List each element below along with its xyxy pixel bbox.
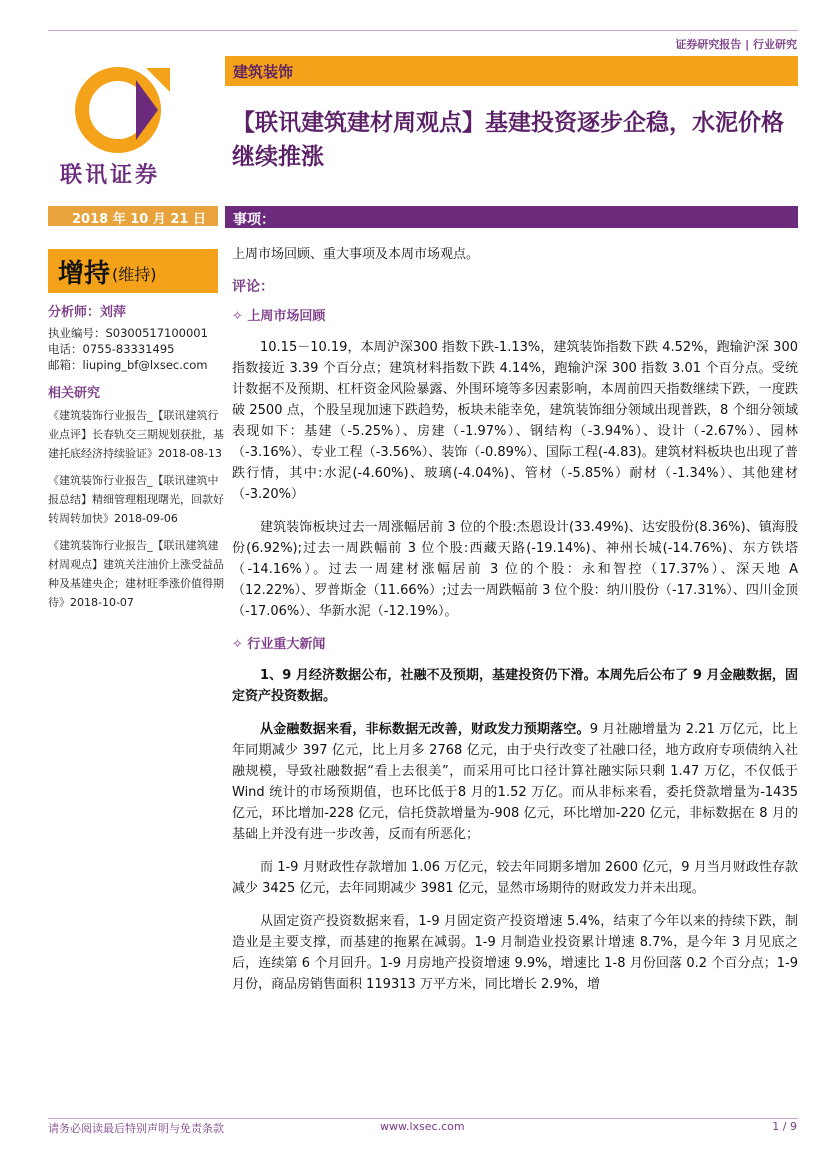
analyst-phone: 电话：0755-83331495 [48, 342, 175, 356]
paragraph: 从固定资产投资数据来看，1-9 月固定资产投资增速 5.4%，结束了今年以来的持续下跌，制造业是主要支撑，而基建的拖累在减弱。1-9 月制造业投资累计增速 8.7%，是今年 3 月见底之后，连续第 6 个月回升。1-9 月房地产投资增速 9.9%，增速比 1-8 月份回落 0.2 个百分点；1-9 月份，商品房销售面积 119313 万平方米，同比增长 2.9%，增 [232, 914, 798, 992]
footer-url[interactable]: www.lxsec.com [380, 1120, 465, 1133]
rating-box [48, 249, 218, 293]
section-bar [225, 206, 798, 228]
related-report[interactable]: 《建筑装饰行业报告_【联讯建筑建材周观点】建筑关注油价上涨受益品种及基建央企；建材旺季涨价值得期待》2018-10-07 [48, 539, 224, 609]
market-review-heading: ✧ 上周市场回顾 [232, 309, 326, 324]
related-research-title: 相关研究 [48, 386, 101, 401]
footer-disclaimer[interactable]: 请务必阅读最后特别声明与免责条款 [48, 1122, 224, 1135]
date-bar [48, 206, 218, 226]
main-content [232, 244, 798, 1007]
report-title: 【联讯建筑建材周观点】基建投资逐步企稳，水泥价格继续推涨 [232, 110, 784, 170]
industry-label: 建筑装饰 [233, 63, 294, 81]
paragraph [232, 719, 798, 845]
logo-text: 联讯证券 [60, 163, 161, 188]
company-logo [58, 60, 208, 190]
intro-text: 上周市场回顾、重大事项及本周市场观点。 [232, 247, 480, 262]
related-report[interactable]: 《建筑装饰行业报告_【联讯建筑行业点评】长春轨交三期规划获批，基建托底经济持续验证》2018-08-13 [48, 409, 224, 460]
paragraph: 建筑装饰板块过去一周涨幅居前 3 位的个股:杰恩设计(33.49%)、达安股份(8.36%)、镇海股份(6.92%);过去一周跌幅前 3 位个股:西藏天路(-19.14%)、神州长城(-14.76%)、东方铁塔（-14.16%）。过去一周建材涨幅居前 3 位的个股：永和智控（17.37%）、深天地 A（12.22%）、罗普斯金（11.66%）;过去一周跌幅前 3 位个股：纳川股份（-17.31%）、四川金顶（-17.06%）、华新水泥（-12.19%）。 [232, 520, 798, 619]
analyst-license: 执业编号：S0300517100001 [48, 326, 208, 340]
top-divider [48, 30, 798, 31]
comment-heading: 评论： [232, 279, 274, 295]
paragraph-body: 9 月社融增量为 2.21 万亿元，比上年同期减少 397 亿元，比上月多 2768 亿元，由于央行改变了社融口径，地方政府专项债纳入社融规模，导致社融数据“看上去很美”，而采用可比口径计算社融实际只剩 1.47 万亿，不仅低于Wind 统计的市场预期值，也环比低于8 月的1.52 万亿。而从非标来看，委托贷款增量为-1435 亿元，环比增加-228 亿元，信托贷款增量为-908 亿元，环比增加-220 亿元，非标数据在 8 月的基础上并没有进一步改善，反而有所恶化； [232, 722, 798, 842]
industry-band [225, 56, 798, 86]
report-type: 证券研究报告 | 行业研究 [675, 38, 797, 51]
report-date: 2018 年 10 月 21 日 [72, 212, 206, 227]
analyst-name: 分析师：刘萍 [48, 305, 127, 320]
analyst-email[interactable]: 邮箱：liuping_bf@lxsec.com [48, 358, 208, 372]
paragraph: 10.15－10.19，本周沪深300 指数下跌-1.13%，建筑装饰指数下跌 4.52%，跑输沪深 300 指数接近 3.39 个百分点；建筑材料指数下跌 4.14%，跑输沪深 300 指数 3.01 个百分点。受统计数据不及预期、杠杆资金风险暴露、外围环境等多因素影响，本周前四天指数继续下跌，一度跌破 2500 点，个股呈现加速下跌趋势，板块未能幸免，建筑装饰细分领域出现普跌，8 个细分领域表现如下：基建（-5.25%）、房建（-1.97%）、钢结构（-3.94%）、设计（-2.67%）、园林（-3.16%）、专业工程（-3.56%）、装饰（-0.89%）、国际工程(-4.83)。建筑材料板块也出现了普跌行情，其中:水泥(-4.60%)、玻璃(-4.04%)、管材（-5.85%）耐材（-1.34%）、其他建材（-3.20%） [232, 340, 798, 502]
paragraph-lead: 从金融数据来看，非标数据无改善，财政发力预期落空。 [260, 722, 590, 737]
paragraph: 1、9 月经济数据公布，社融不及预期，基建投资仍下滑。本周先后公布了 9 月金融数据，固定资产投资数据。 [232, 668, 798, 704]
section-label: 事项： [233, 212, 275, 228]
page-number: 1 / 9 [772, 1120, 797, 1133]
rating-main: 增持 [58, 259, 111, 289]
related-report[interactable]: 《建筑装饰行业报告_【联讯建筑中报总结】精细管理粗现曙光，回款好转周转加快》2018-09-06 [48, 474, 224, 525]
footer-divider [48, 1118, 798, 1119]
sidebar [48, 304, 224, 620]
industry-news-heading: ✧ 行业重大新闻 [232, 637, 326, 652]
rating-sub: (维持) [112, 265, 157, 284]
paragraph: 而 1-9 月财政性存款增加 1.06 万亿元，较去年同期多增加 2600 亿元，9 月当月财政性存款减少 3425 亿元，去年同期减少 3981 亿元，显然市场期待的财政发力并未出现。 [232, 860, 798, 896]
